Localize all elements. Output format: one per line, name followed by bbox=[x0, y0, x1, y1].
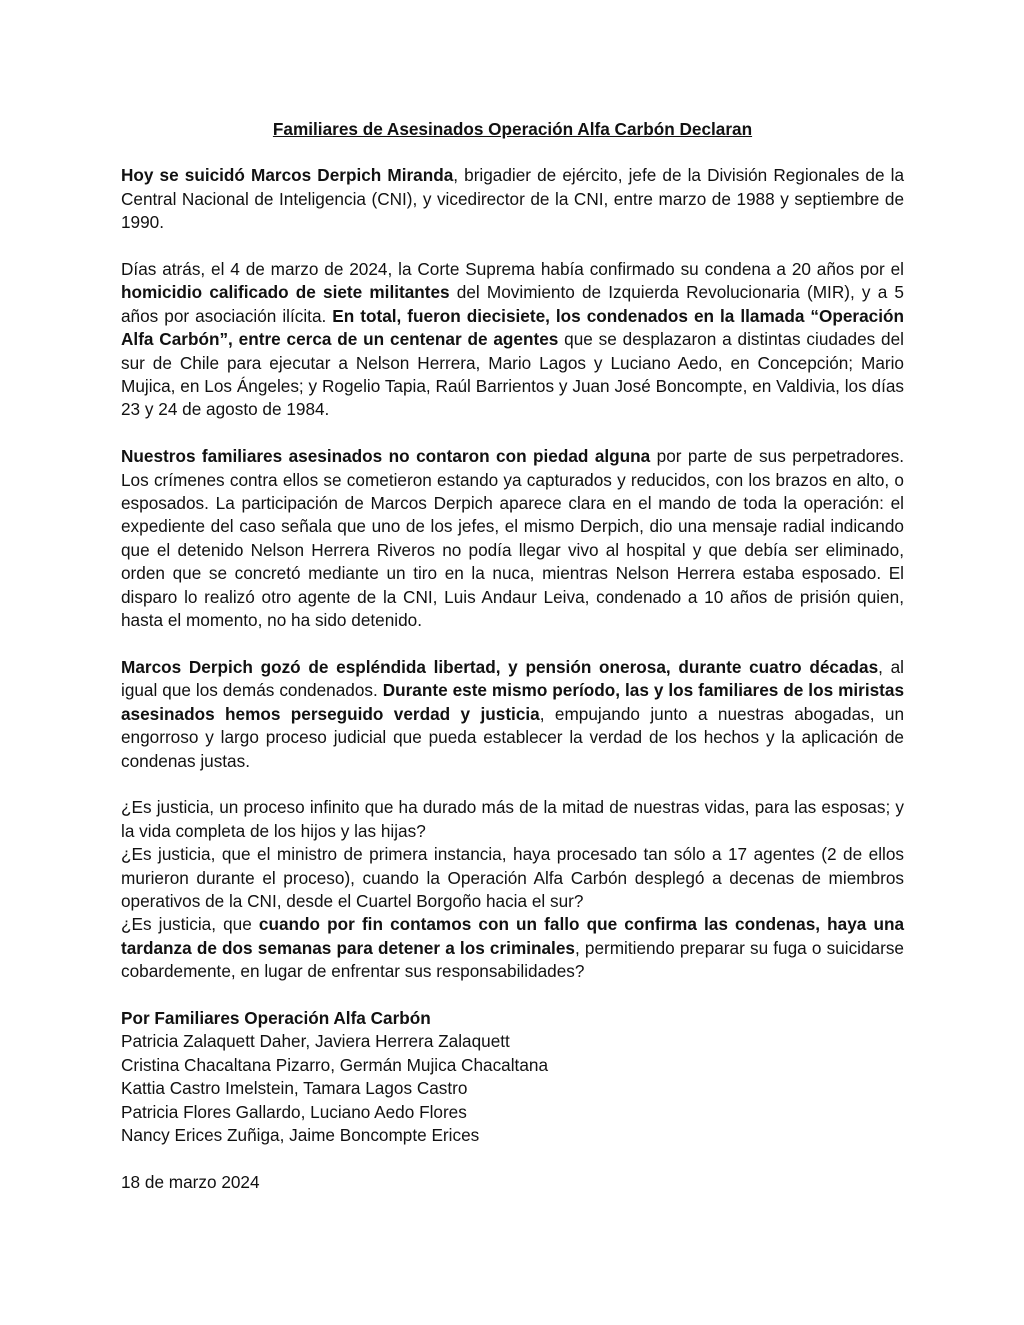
text-run: , empujando junto a nuestras abogadas, un engorroso y largo proceso judicial que pueda establecer la verdad de los hechos y la aplicación de condenas justas. bbox=[121, 703, 905, 771]
document-title: Familiares de Asesinados Operación Alfa Carbón Declaran bbox=[272, 119, 753, 139]
question-paragraph bbox=[121, 796, 904, 843]
text-run: ¿Es justicia, un proceso infinito que ha durado más de la mitad de nuestras vidas, para las esposas; y la vida completa de los hijos y las hijas? bbox=[121, 797, 904, 841]
bold-text-run: Hoy se suicidó Marcos Derpich Miranda bbox=[121, 165, 454, 186]
questions-block bbox=[121, 796, 904, 983]
signature-heading: Por Familiares Operación Alfa Carbón bbox=[121, 1007, 431, 1028]
text-run: que se desplazaron a distintas ciudades del sur de Chile para ejecutar a Nelson Herrera, Mario Lagos y Luciano Aedo, en Concepción; Mario Mujica, en Los Ángeles; y Rogelio Tapia, Raúl Barrientos y Juan José Boncompte, en Valdivia, los días 23 y 24 de agosto de 1984. bbox=[121, 329, 904, 420]
text-run: ¿Es justicia, que bbox=[121, 914, 259, 935]
question-paragraph bbox=[121, 843, 904, 913]
signature-line: Kattia Castro Imelstein, Tamara Lagos Castro bbox=[121, 1078, 468, 1099]
question-paragraph bbox=[121, 913, 904, 983]
text-run: del Movimiento de Izquierda Revolucionaria (MIR), y a 5 años por asociación ilícita. bbox=[121, 282, 904, 326]
bold-text-run: En total, fueron diecisiete, los condenados en la llamada “Operación Alfa Carbón”, entre cerca de un centenar de agentes bbox=[121, 305, 904, 350]
paragraph bbox=[121, 445, 904, 632]
text-run: , brigadier de ejército, jefe de la División Regionales de la Central Nacional de Inteligencia (CNI), y vicedirector de la CNI, entre marzo de 1988 y septiembre de 1990. bbox=[121, 165, 905, 233]
document-page bbox=[121, 118, 904, 1194]
bold-text-run: cuando por fin contamos con un fallo que confirma las condenas, haya una tardanza de dos semanas para detener a los criminales bbox=[121, 914, 905, 958]
paragraph bbox=[121, 656, 904, 773]
signature-line: Cristina Chacaltana Pizarro, Germán Mujica Chacaltana bbox=[121, 1054, 549, 1075]
text-run: , permitiendo preparar su fuga o suicidarse cobardemente, en lugar de enfrentar sus responsabilidades? bbox=[121, 937, 904, 982]
signature-line: Patricia Flores Gallardo, Luciano Aedo Flores bbox=[121, 1101, 467, 1122]
text-run: ¿Es justicia, que el ministro de primera instancia, haya procesado tan sólo a 17 agentes (2 de ellos murieron durante el proceso), cuando la Operación Alfa Carbón desplegó a decenas de miembros operativos de la CNI, desde el Cuartel Borgoño hacia el sur? bbox=[121, 844, 904, 911]
bold-text-run: Durante este mismo período, las y los familiares de los miristas asesinados hemos perseguido verdad y justicia bbox=[121, 680, 905, 724]
signature-block bbox=[121, 1007, 904, 1147]
bold-text-run: Marcos Derpich gozó de espléndida libertad, y pensión onerosa, durante cuatro décadas bbox=[121, 656, 879, 677]
paragraph bbox=[121, 258, 904, 422]
text-run: Días atrás, el 4 de marzo de 2024, la Corte Suprema había confirmado su condena a 20 años por el bbox=[121, 259, 904, 280]
signature-line: Nancy Erices Zuñiga, Jaime Boncompte Erices bbox=[121, 1124, 480, 1145]
document-date: 18 de marzo 2024 bbox=[121, 1171, 260, 1192]
text-run: por parte de sus perpetradores. Los crímenes contra ellos se cometieron estando ya capturados y reducidos, con los brazos en alto, o esposados. La participación de Marcos Derpich aparece clara en el mando de toda la operación: el expediente del caso señala que uno de los jefes, el mismo Derpich, dio una mensaje radial indicando que el detenido Nelson Herrera Riveros no podía llegar vivo al hospital y que debía ser eliminado, orden que se concretó mediante un tiro en la nuca, mientras Nelson Herrera estaba esposado. El disparo lo realizó otro agente de la CNI, Luis Andaur Leiva, condenado a 10 años de prisión quien, hasta el momento, no ha sido detenido. bbox=[121, 446, 905, 631]
paragraph bbox=[121, 164, 904, 234]
body-paragraphs bbox=[121, 164, 904, 773]
text-run: , al igual que los demás condenados. bbox=[121, 656, 904, 701]
signature-line: Patricia Zalaquett Daher, Javiera Herrera Zalaquett bbox=[121, 1031, 510, 1052]
bold-text-run: homicidio calificado de siete militantes bbox=[121, 282, 450, 303]
bold-text-run: Nuestros familiares asesinados no contaron con piedad alguna bbox=[121, 446, 651, 467]
